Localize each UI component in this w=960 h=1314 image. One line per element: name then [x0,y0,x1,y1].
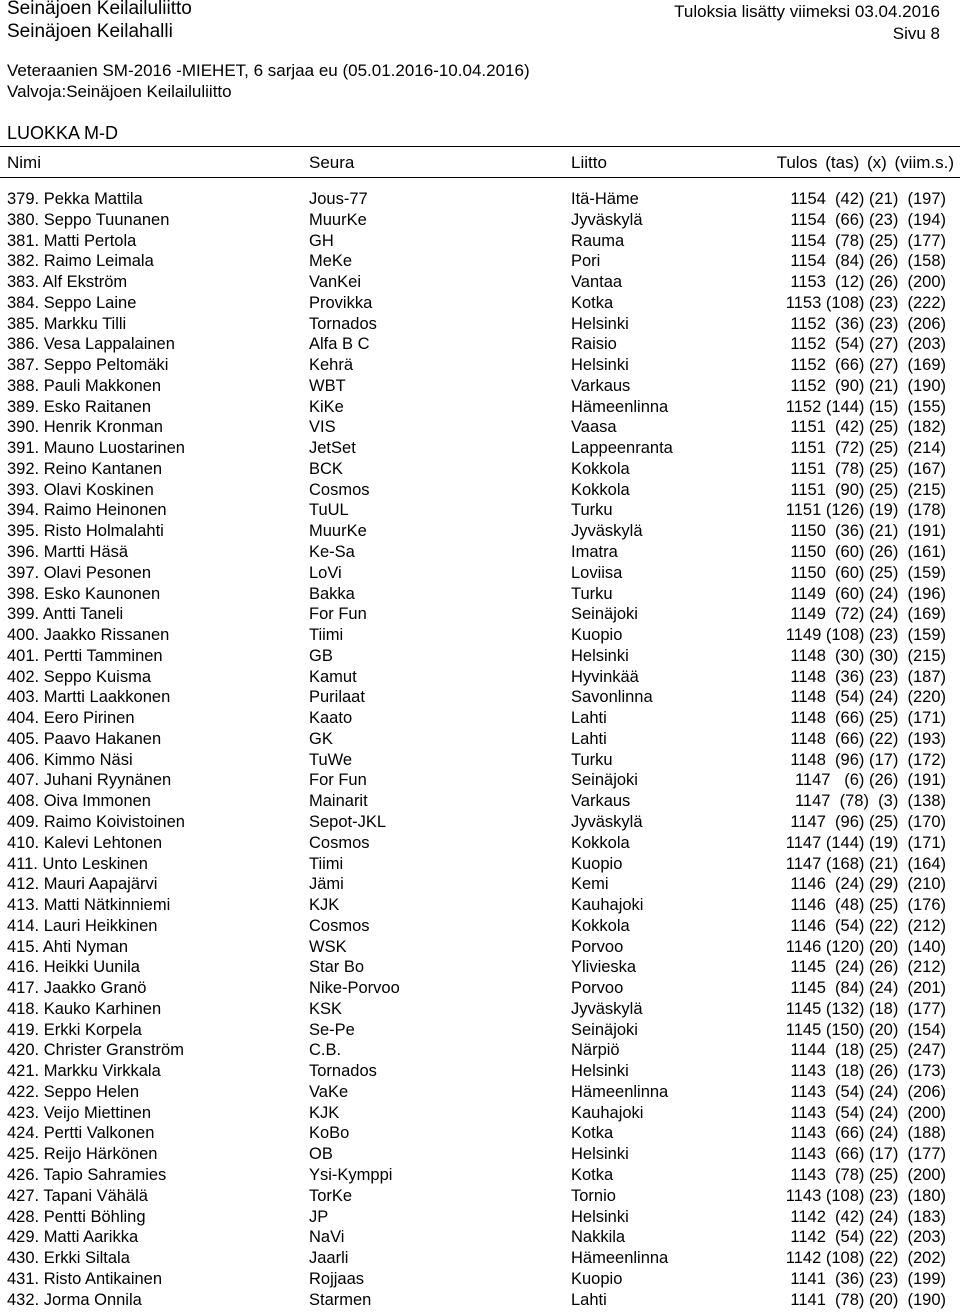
district-name: Rauma [571,231,625,250]
result-value: 1154 (42) (21) (197) [790,190,946,208]
district-name: Seinäjoki [571,1020,638,1039]
result-value: 1145 (24) (26) (212) [790,958,946,977]
result-value: 1149 (72) (24) (169) [790,605,946,624]
district-name: Lappeenranta [571,439,673,458]
player-name: 401. Pertti Tamminen [7,646,163,665]
player-name: 398. Esko Kaunonen [7,584,161,603]
table-row [0,937,960,958]
table-row [0,833,960,854]
table-row [0,480,960,501]
result-value: 1151 (90) (25) (215) [790,480,946,499]
club-name: Nike-Porvoo [309,979,400,998]
district-name: Helsinki [571,356,629,375]
district-name: Seinäjoki [571,605,638,624]
district-name: Seinäjoki [571,771,638,790]
table-row [0,584,960,605]
player-name: 395. Risto Holmalahti [7,522,164,541]
result-value: 1154 (84) (26) (158) [790,252,946,271]
club-name: VIS [309,418,336,437]
table-row [0,1040,960,1061]
district-name: Turku [571,501,613,520]
district-name: Nakkila [571,1228,626,1247]
result-value: 1143 (78) (25) (200) [790,1165,946,1184]
player-name: 396. Martti Häsä [7,543,129,562]
column-name: Nimi [7,153,41,172]
result-value: 1152 (90) (21) (190) [790,376,946,395]
header-rule-top [0,146,960,147]
club-name: MuurKe [309,522,367,541]
district-name: Helsinki [571,1062,629,1081]
district-name: Kuopio [571,626,623,645]
player-name: 429. Matti Aarikka [7,1228,139,1247]
table-row [0,397,960,418]
result-value: 1145 (84) (24) (201) [790,979,946,998]
player-name: 380. Seppo Tuunanen [7,210,170,229]
result-value: 1150 (36) (21) (191) [790,522,946,541]
district-name: Kauhajoki [571,896,644,915]
player-name: 405. Paavo Hakanen [7,729,162,748]
result-value: 1148 (54) (24) (220) [790,688,946,707]
result-value: 1147 (78) (3) (138) [794,792,946,811]
result-value: 1145 (132) (18) (177) [785,999,946,1018]
table-row [0,231,960,252]
column-district: Liitto [571,153,607,172]
result-value: 1149 (108) (23) (159) [785,626,946,645]
club-name: Jämi [309,875,344,894]
table-row [0,293,960,314]
table-row [0,1186,960,1207]
table-row [0,500,960,521]
table-row [0,1248,960,1269]
district-name: Ylivieska [571,958,637,977]
result-value: 1153 (108) (23) (222) [785,293,946,312]
result-value: 1146 (48) (25) (176) [790,896,946,915]
table-row [0,895,960,916]
result-value: 1153 (12) (26) (200) [790,273,946,292]
result-value: 1142 (54) (22) (203) [790,1228,946,1247]
table-row [0,438,960,459]
district-name: Savonlinna [571,688,653,707]
player-name: 391. Mauno Luostarinen [7,439,185,458]
district-name: Jyväskylä [571,999,643,1018]
player-name: 399. Antti Taneli [7,605,124,624]
result-value: 1152 (36) (23) (206) [790,314,946,333]
player-name: 397. Olavi Pesonen [7,563,152,582]
club-name: LoVi [309,563,342,582]
player-name: 386. Vesa Lappalainen [7,335,175,354]
table-row [0,999,960,1020]
result-value: 1143 (18) (26) (173) [790,1062,946,1081]
district-name: Kokkola [571,916,630,935]
table-row [0,854,960,875]
table-row [0,874,960,895]
club-name: Sepot-JKL [309,812,387,831]
club-name: TuWe [309,750,353,769]
table-row [0,355,960,376]
club-name: Mainarit [309,792,368,811]
district-name: Helsinki [571,646,629,665]
table-row [0,812,960,833]
player-name: 410. Kalevi Lehtonen [7,833,163,852]
player-name: 389. Esko Raitanen [7,397,152,416]
result-value: 1150 (60) (25) (159) [790,563,946,582]
table-row [0,791,960,812]
club-name: Jous-77 [309,190,368,208]
district-name: Jyväskylä [571,812,643,831]
player-name: 403. Martti Laakkonen [7,688,171,707]
player-name: 423. Veijo Miettinen [7,1103,152,1122]
table-row [0,1061,960,1082]
club-name: GH [309,231,334,250]
player-name: 411. Unto Leskinen [7,854,148,873]
updated-date: Tuloksia lisätty viimeksi 03.04.2016 [674,2,940,21]
result-value: 1147 (144) (19) (171) [785,833,946,852]
table-row [0,1020,960,1041]
player-name: 402. Seppo Kuisma [7,667,152,686]
district-name: Porvoo [571,979,624,998]
district-name: Imatra [571,543,618,562]
district-name: Jyväskylä [571,210,643,229]
district-name: Raisio [571,335,617,354]
result-value: 1145 (150) (20) (154) [785,1020,946,1039]
club-name: KJK [309,1103,340,1122]
result-value: 1154 (66) (23) (194) [790,210,946,229]
table-row [0,459,960,480]
table-row [0,521,960,542]
player-name: 421. Markku Virkkala [7,1062,161,1081]
player-name: 409. Raimo Koivistoinen [7,812,185,831]
player-name: 379. Pekka Mattila [7,190,143,208]
district-name: Helsinki [571,314,629,333]
result-value: 1150 (60) (26) (161) [790,543,946,562]
table-row [0,1269,960,1290]
club-name: VaKe [309,1082,349,1101]
table-row [0,417,960,438]
club-name: Tiimi [309,626,344,645]
player-name: 385. Markku Tilli [7,314,127,333]
district-name: Tornio [571,1186,616,1205]
club-name: Provikka [309,293,373,312]
district-name: Kuopio [571,1269,623,1288]
club-name: Kaato [309,709,353,728]
district-name: Varkaus [571,376,631,395]
district-name: Helsinki [571,1145,629,1164]
district-name: Hämeenlinna [571,1082,669,1101]
district-name: Kokkola [571,833,630,852]
club-name: NaVi [309,1228,345,1247]
result-value: 1151 (78) (25) (167) [790,459,946,478]
table-row [0,708,960,729]
district-name: Lahti [571,709,607,728]
supervisor: Valvoja:Seinäjoen Keilailuliitto [7,82,232,101]
table-row [0,376,960,397]
club-name: Ke-Sa [309,543,355,562]
district-name: Turku [571,750,613,769]
result-value: 1148 (66) (22) (193) [790,729,946,748]
result-value: 1143 (54) (24) (206) [790,1082,946,1101]
result-value: 1143 (108) (23) (180) [785,1186,946,1205]
club-name: Ysi-Kymppi [309,1165,393,1184]
player-name: 382. Raimo Leimala [7,252,154,271]
result-value: 1146 (120) (20) (140) [785,937,946,956]
player-name: 416. Heikki Uunila [7,958,140,977]
district-name: Turku [571,584,613,603]
district-name: Loviisa [571,563,623,582]
player-name: 413. Matti Nätkinniemi [7,896,171,915]
club-name: Tornados [309,314,377,333]
result-value: 1149 (60) (24) (196) [790,584,946,603]
player-name: 388. Pauli Makkonen [7,376,162,395]
club-name: For Fun [309,771,367,790]
result-value: 1142 (42) (24) (183) [790,1207,946,1226]
club-name: Cosmos [309,480,370,499]
player-name: 417. Jaakko Granö [7,979,147,998]
club-name: Bakka [309,584,355,603]
result-value: 1142 (108) (22) (202) [785,1249,946,1268]
organizer: Seinäjoen Keilailuliitto [7,0,192,19]
result-value: 1152 (66) (27) (169) [790,356,946,375]
column-result: Tulos (tas) (x) (viim.s.) [776,153,954,172]
table-row [0,314,960,335]
district-name: Vantaa [571,273,623,292]
table-row [0,770,960,791]
player-name: 392. Reino Kantanen [7,459,163,478]
result-value: 1151 (42) (25) (182) [790,418,946,437]
table-row [0,1165,960,1186]
club-name: JetSet [309,439,356,458]
result-value: 1148 (66) (25) (171) [790,709,946,728]
class-title: LUOKKA M-D [7,123,119,143]
result-value: 1147 (96) (25) (170) [790,812,946,831]
club-name: GB [309,646,333,665]
column-club: Seura [309,153,355,172]
district-name: Lahti [571,729,607,748]
table-row [0,978,960,999]
player-name: 414. Lauri Heikkinen [7,916,158,935]
club-name: Kehrä [309,356,354,375]
district-name: Närpiö [571,1041,620,1060]
district-name: Pori [571,252,601,271]
club-name: OB [309,1145,333,1164]
club-name: MuurKe [309,210,367,229]
player-name: 400. Jaakko Rissanen [7,626,170,645]
player-name: 381. Matti Pertola [7,231,137,250]
club-name: TorKe [309,1186,353,1205]
result-value: 1144 (18) (25) (247) [790,1041,946,1060]
player-name: 408. Oiva Immonen [7,792,151,811]
table-row [0,687,960,708]
table-row [0,1103,960,1124]
player-name: 406. Kimmo Näsi [7,750,133,769]
result-value: 1152 (54) (27) (203) [790,335,946,354]
district-name: Kotka [571,1124,614,1143]
table-row [0,272,960,293]
table-row [0,1207,960,1228]
club-name: Purilaat [309,688,365,707]
player-name: 420. Christer Granström [7,1041,184,1060]
player-name: 412. Mauri Aapajärvi [7,875,158,894]
table-row [0,563,960,584]
event-title: Veteraanien SM-2016 -MIEHET, 6 sarjaa eu (05.01.2016-10.04.2016) [7,61,530,80]
result-value: 1148 (30) (30) (215) [790,646,946,665]
club-name: TuUL [309,501,349,520]
table-row [0,729,960,750]
result-value: 1143 (54) (24) (200) [790,1103,946,1122]
district-name: Vaasa [571,418,617,437]
page-number: Sivu 8 [892,24,940,43]
player-name: 390. Henrik Kronman [7,418,163,437]
result-value: 1147 (6) (26) (191) [794,771,946,790]
player-name: 384. Seppo Laine [7,293,137,312]
club-name: For Fun [309,605,367,624]
club-name: KiKe [309,397,344,416]
result-value: 1146 (54) (22) (212) [790,916,946,935]
club-name: VanKei [309,273,361,292]
table-row [0,646,960,667]
results-table [0,189,960,1310]
club-name: Star Bo [309,958,365,977]
table-row [0,957,960,978]
district-name: Jyväskylä [571,522,643,541]
club-name: Alfa B C [309,335,370,354]
club-name: Se-Pe [309,1020,355,1039]
club-name: C.B. [309,1041,342,1060]
player-name: 427. Tapani Vähälä [7,1186,148,1205]
district-name: Itä-Häme [571,190,639,208]
club-name: Tiimi [309,854,344,873]
district-name: Hämeenlinna [571,1249,669,1268]
player-name: 432. Jorma Onnila [7,1290,142,1309]
table-row [0,604,960,625]
club-name: BCK [309,459,343,478]
player-name: 431. Risto Antikainen [7,1269,163,1288]
district-name: Kokkola [571,459,630,478]
district-name: Varkaus [571,792,631,811]
district-name: Kotka [571,1165,614,1184]
district-name: Hyvinkää [571,667,639,686]
district-name: Kokkola [571,480,630,499]
player-name: 407. Juhani Ryynänen [7,771,172,790]
player-name: 425. Reijo Härkönen [7,1145,158,1164]
table-row [0,667,960,688]
result-value: 1148 (96) (17) (172) [790,750,946,769]
club-name: Rojjaas [309,1269,365,1288]
district-name: Kemi [571,875,609,894]
player-name: 428. Pentti Böhling [7,1207,146,1226]
club-name: Kamut [309,667,357,686]
header-rule-bottom [0,177,960,178]
district-name: Kotka [571,293,614,312]
table-row [0,1082,960,1103]
club-name: JP [309,1207,329,1226]
result-value: 1143 (66) (24) (188) [790,1124,946,1143]
club-name: Cosmos [309,916,370,935]
result-value: 1147 (168) (21) (164) [785,854,946,873]
result-value: 1154 (78) (25) (177) [790,231,946,250]
result-value: 1151 (126) (19) (178) [785,501,946,520]
result-value: 1143 (66) (17) (177) [790,1145,946,1164]
club-name: KJK [309,896,340,915]
result-value: 1151 (72) (25) (214) [790,439,946,458]
table-row [0,750,960,771]
venue: Seinäjoen Keilahalli [7,21,173,42]
player-name: 393. Olavi Koskinen [7,480,154,499]
player-name: 404. Eero Pirinen [7,709,135,728]
result-value: 1146 (24) (29) (210) [790,875,946,894]
player-name: 383. Alf Ekström [7,273,128,292]
club-name: Tornados [309,1062,377,1081]
district-name: Lahti [571,1290,607,1309]
table-row [0,1290,960,1311]
club-name: Jaarli [309,1249,349,1268]
club-name: KSK [309,999,343,1018]
table-row [0,1123,960,1144]
club-name: WBT [309,376,346,395]
club-name: Starmen [309,1290,372,1309]
player-name: 419. Erkki Korpela [7,1020,142,1039]
player-name: 418. Kauko Karhinen [7,999,162,1018]
result-value: 1152 (144) (15) (155) [785,397,946,416]
table-row [0,251,960,272]
club-name: KoBo [309,1124,350,1143]
district-name: Helsinki [571,1207,629,1226]
player-name: 430. Erkki Siltala [7,1249,130,1268]
player-name: 426. Tapio Sahramies [7,1165,167,1184]
result-value: 1148 (36) (23) (187) [790,667,946,686]
club-name: Cosmos [309,833,370,852]
table-row [0,334,960,355]
table-row [0,1227,960,1248]
player-name: 422. Seppo Helen [7,1082,140,1101]
club-name: GK [309,729,333,748]
player-name: 394. Raimo Heinonen [7,501,167,520]
result-value: 1141 (78) (20) (190) [790,1290,946,1309]
table-row [0,542,960,563]
player-name: 424. Pertti Valkonen [7,1124,155,1143]
district-name: Kuopio [571,854,623,873]
result-value: 1141 (36) (23) (199) [790,1269,946,1288]
club-name: MeKe [309,252,353,271]
table-row [0,916,960,937]
table-row [0,189,960,210]
table-row [0,1144,960,1165]
player-name: 415. Ahti Nyman [7,937,129,956]
player-name: 387. Seppo Peltomäki [7,356,169,375]
district-name: Kauhajoki [571,1103,644,1122]
club-name: WSK [309,937,347,956]
table-row [0,625,960,646]
district-name: Hämeenlinna [571,397,669,416]
table-row [0,210,960,231]
district-name: Porvoo [571,937,624,956]
